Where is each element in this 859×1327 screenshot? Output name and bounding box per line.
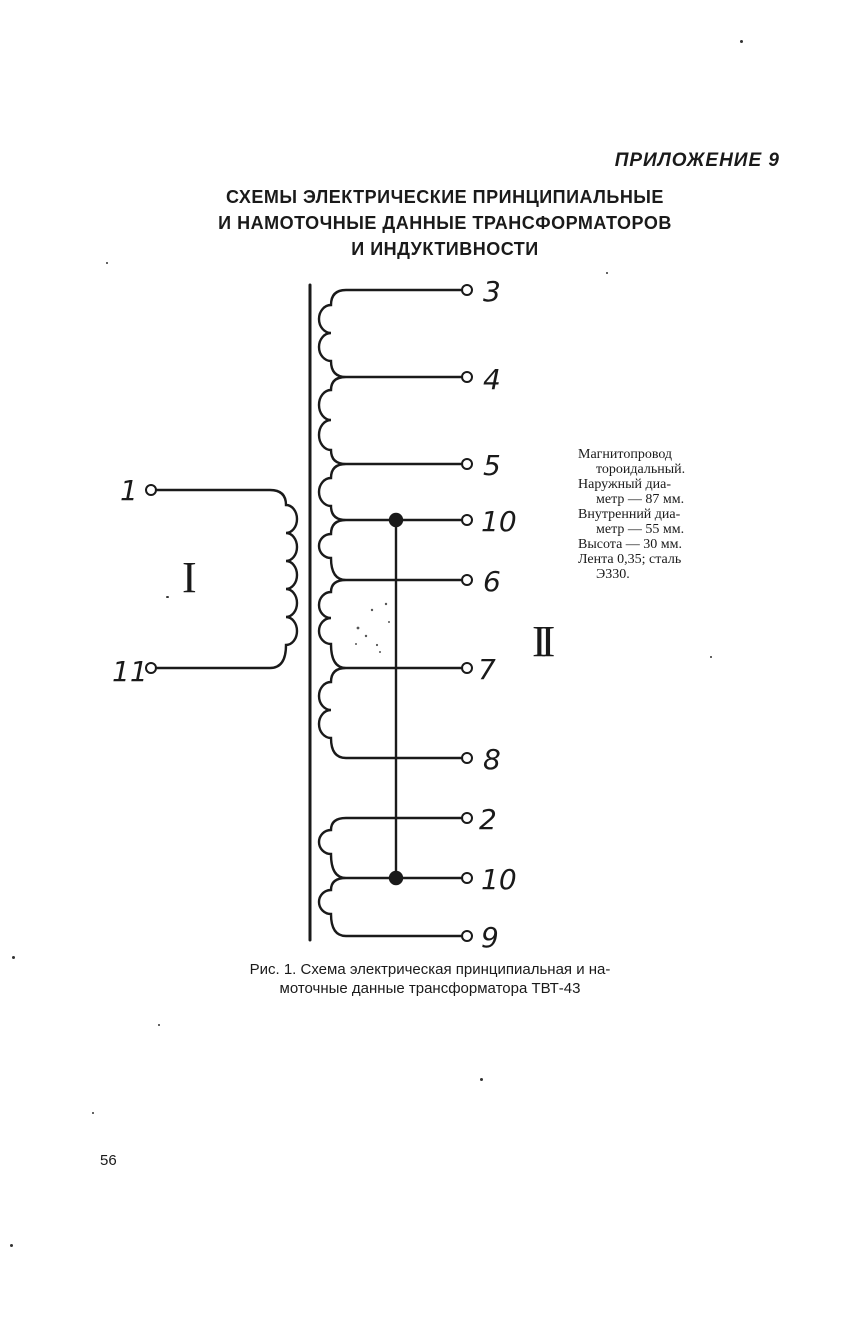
- terminal-label-11: 11: [112, 655, 148, 688]
- terminal-3-circle: [462, 285, 472, 295]
- spec-line: Наружный диа-: [578, 477, 672, 492]
- scan-speck: [10, 1244, 13, 1247]
- title-line-3: И ИНДУКТИВНОСТИ: [351, 239, 539, 259]
- secondary-winding-label: II: [532, 617, 550, 666]
- caption-line-2: моточные данные трансформатора ТВТ-43: [279, 980, 581, 997]
- scan-speck: [158, 1024, 160, 1026]
- terminal-6-circle: [462, 575, 472, 585]
- junction-dot-top: [390, 514, 402, 526]
- junction-dot-bottom: [390, 872, 402, 884]
- scan-speck: [740, 40, 743, 43]
- scan-speck: [480, 1078, 483, 1081]
- spec-line: Внутренний диа-: [578, 507, 681, 522]
- figure-caption: [180, 960, 680, 998]
- spec-line: тороидальный.: [596, 462, 686, 477]
- title-line-2: И НАМОТОЧНЫЕ ДАННЫЕ ТРАНСФОРМАТОРОВ: [218, 213, 672, 233]
- terminal-label-8: 8: [483, 743, 501, 776]
- spec-line: Лента 0,35; сталь: [578, 552, 682, 567]
- spec-line: метр — 55 мм.: [596, 522, 685, 537]
- terminal-label-9: 9: [481, 921, 499, 954]
- terminal-5-circle: [462, 459, 472, 469]
- scan-speck: [12, 956, 15, 959]
- terminal-4-circle: [462, 372, 472, 382]
- scan-speck: [92, 1112, 94, 1114]
- terminal-label-6: 6: [483, 565, 501, 598]
- terminal-label-7: 7: [478, 653, 496, 686]
- terminal-1-circle: [146, 485, 156, 495]
- terminal-9-circle: [462, 931, 472, 941]
- terminal-label-4: 4: [483, 363, 501, 396]
- terminal-2-circle: [462, 813, 472, 823]
- terminal-7-circle: [462, 663, 472, 673]
- terminal-10b-circle: [462, 873, 472, 883]
- scan-speck: [710, 656, 712, 658]
- title-line-1: СХЕМЫ ЭЛЕКТРИЧЕСКИЕ ПРИНЦИПИАЛЬНЫЕ: [226, 187, 664, 207]
- scan-speck: [106, 262, 108, 264]
- terminal-label-5: 5: [483, 449, 501, 482]
- appendix-label: ПРИЛОЖЕНИЕ 9: [614, 150, 780, 171]
- core-specifications: [578, 447, 768, 582]
- terminal-8-circle: [462, 753, 472, 763]
- terminal-label-10b: 10: [481, 863, 517, 896]
- spec-line: Э330.: [596, 567, 630, 582]
- caption-line-1: Рис. 1. Схема электрическая принципиальная и на-: [249, 961, 611, 978]
- terminal-10a-circle: [462, 515, 472, 525]
- spec-line: Магнитопровод: [578, 447, 673, 462]
- primary-winding-label: I: [182, 553, 197, 602]
- terminal-label-1: 1: [120, 474, 138, 507]
- scan-speck: [166, 596, 169, 598]
- spec-line: Высота — 30 мм.: [578, 537, 682, 552]
- terminal-label-2: 2: [479, 803, 497, 836]
- primary-winding: [156, 490, 297, 668]
- scan-speck: [606, 272, 608, 274]
- terminal-label-3: 3: [483, 275, 501, 308]
- spec-line: метр — 87 мм.: [596, 492, 685, 507]
- page-number: 56: [100, 1152, 117, 1169]
- terminal-label-10a: 10: [481, 505, 517, 538]
